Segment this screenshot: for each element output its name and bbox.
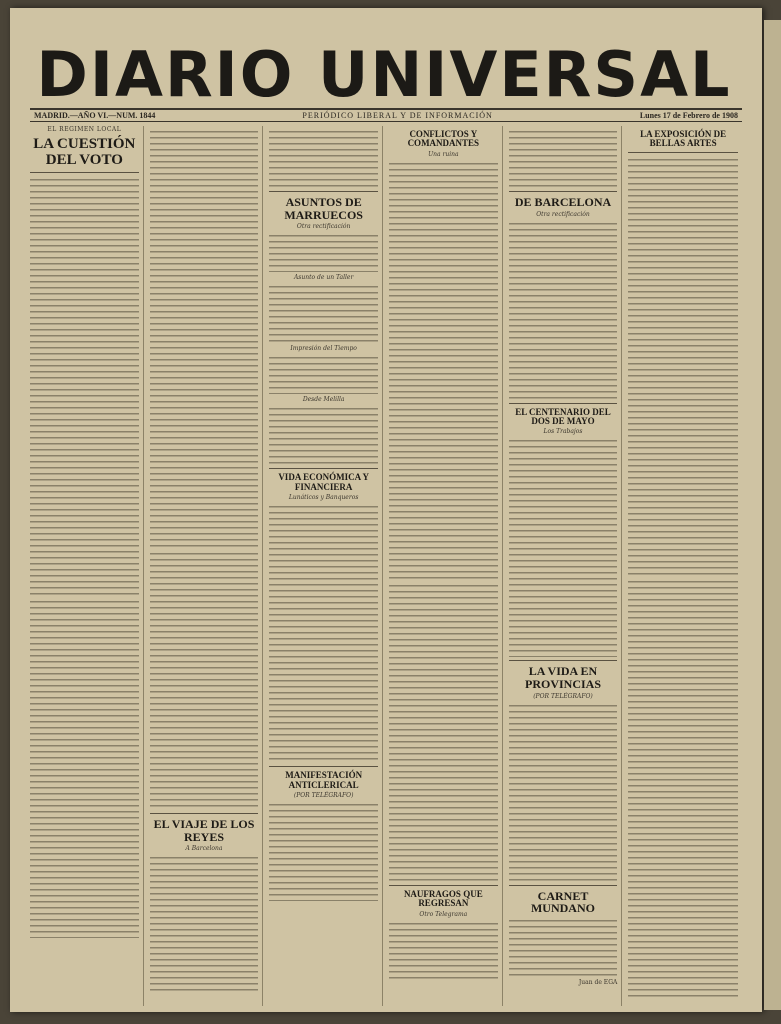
issue-info-bar (30, 108, 742, 122)
column-1 (30, 126, 144, 1006)
article-body-text (30, 176, 139, 596)
article-body-text (269, 283, 378, 343)
article-headline: LA VIDA EN PROVINCIAS (524, 664, 601, 692)
divider (269, 191, 378, 192)
divider (389, 885, 498, 886)
divider (30, 172, 139, 173)
column-2 (150, 126, 264, 1006)
article-body-text (509, 917, 618, 977)
article-columns (30, 126, 742, 1006)
article-body-text (269, 405, 378, 465)
article-headline: ASUNTOS DE MARRUECOS (284, 195, 363, 222)
article-subhead: Lunáticos y Banqueros (288, 494, 359, 502)
column-4 (389, 126, 503, 1006)
article-headline: LA CUESTIÓN DEL VOTO (33, 136, 136, 168)
article-headline: EL VIAJE DE LOS REYES (153, 817, 255, 844)
article-body-text (509, 702, 618, 882)
article-headline: CARNET MUNDANO (530, 888, 595, 916)
article-headline: LA EXPOSICIÓN DE BELLAS ARTES (640, 129, 727, 149)
article-kicker: EL RÉGIMEN LOCAL (47, 126, 122, 133)
article-body-text (389, 920, 498, 980)
divider (150, 813, 259, 814)
divider (269, 766, 378, 767)
article-body-text (628, 578, 738, 998)
article-subhead: Otra rectificación (536, 210, 590, 218)
article-body-text (389, 582, 498, 882)
article-body-text (269, 801, 378, 901)
article-subhead: (POR TELÉGRAFO) (293, 791, 354, 799)
article-headline: NAUFRAGOS QUE REGRESAN (403, 888, 483, 909)
issue-number: MADRID.—AÑO VI.—NUM. 1844 (34, 111, 156, 120)
article-body-text (269, 503, 378, 763)
masthead-title: DIARIO UNIVERSAL (36, 38, 732, 111)
column-3 (269, 126, 383, 1006)
article-subhead: (POR TELÉGRAFO) (533, 692, 593, 700)
divider (509, 191, 618, 192)
article-body-text (509, 128, 618, 188)
article-body-text (150, 854, 259, 994)
column-6 (628, 126, 742, 1006)
article-body-text (389, 160, 498, 580)
article-body-text (628, 156, 738, 576)
article-headline: EL CENTENARIO DEL DOS DE MAYO (515, 406, 611, 427)
divider (509, 403, 618, 404)
section-subhead: Desde Melilla (302, 396, 345, 404)
section-subhead: Asunto de un Taller (293, 274, 354, 282)
article-body-text (269, 232, 378, 272)
article-body-text (269, 128, 378, 188)
column-5 (509, 126, 623, 1006)
article-body-text (269, 354, 378, 394)
article-body-text (509, 220, 618, 400)
article-subhead: Otro Telegrama (419, 910, 468, 918)
divider (509, 885, 618, 886)
divider (509, 660, 618, 661)
section-subhead: Impresión del Tiempo (290, 345, 357, 353)
article-body-text (509, 437, 618, 657)
issue-date: Lunes 17 de Febrero de 1908 (639, 111, 738, 120)
article-subhead: A Barcelona (185, 845, 223, 853)
article-subhead: Los Trabajos (543, 428, 583, 436)
article-body-text (30, 598, 139, 938)
article-subhead: Una ruina (428, 150, 459, 158)
newspaper-subtitle: PERIÓDICO LIBERAL Y DE INFORMACIÓN (302, 111, 493, 120)
article-subhead: Otra rectificación (296, 223, 351, 231)
article-headline: CONFLICTOS Y COMANDANTES (407, 129, 480, 149)
article-headline: MANIFESTACIÓN ANTICLERICAL (285, 770, 363, 790)
article-body-text (150, 550, 259, 810)
divider (628, 152, 738, 153)
divider (269, 468, 378, 469)
adjacent-page-edge (764, 20, 781, 1010)
article-headline: DE BARCELONA (514, 195, 612, 209)
newspaper-page (10, 8, 762, 1012)
article-body-text (150, 128, 259, 548)
article-headline: VIDA ECONÓMICA Y FINANCIERA (278, 472, 369, 492)
author-signature: Juan de EGA (578, 978, 618, 986)
